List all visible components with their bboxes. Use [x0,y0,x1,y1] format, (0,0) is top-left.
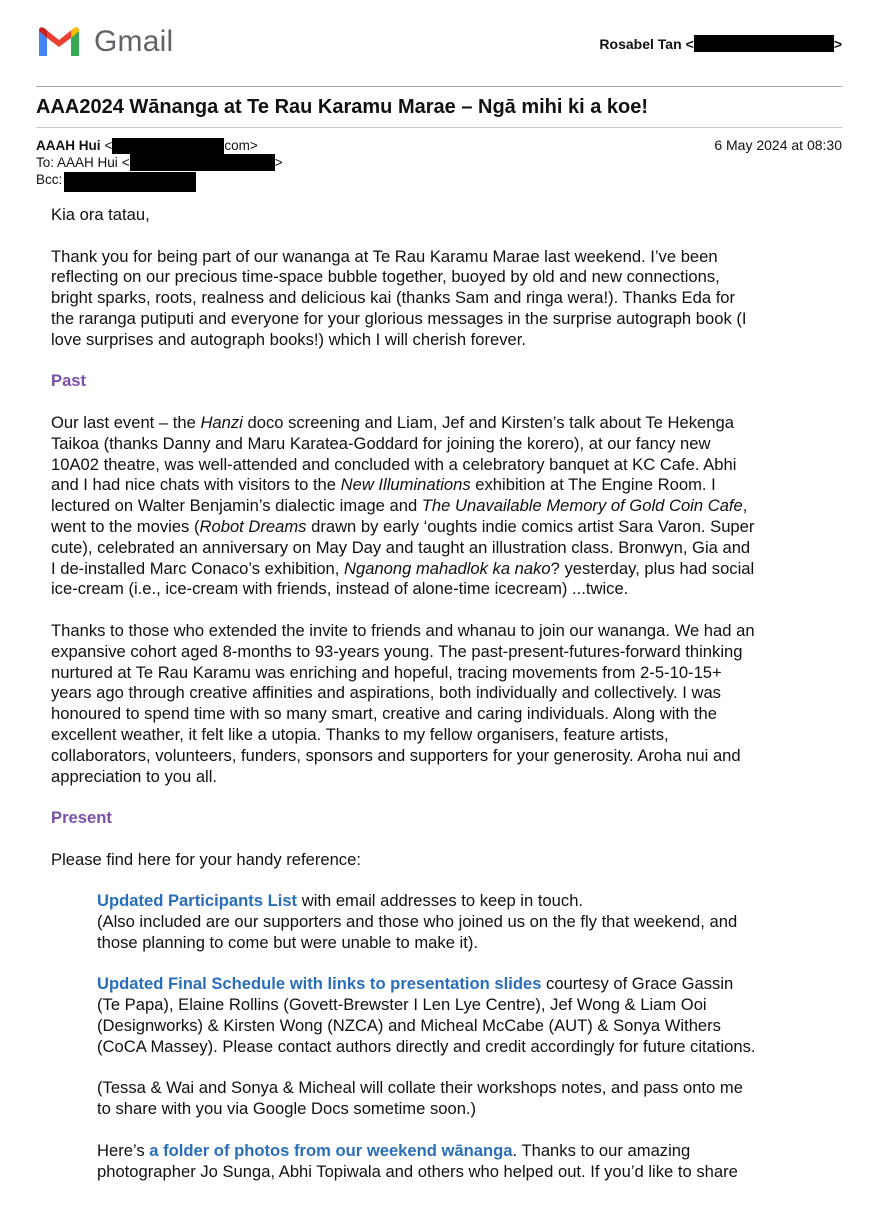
to-label: To: AAAH Hui [36,155,118,170]
past-paragraph-2 [51,621,841,787]
past-line: Taikoa (thanks Danny and Maru Karatea-Goddard for joining the korero), at our fancy new [51,433,711,453]
intro-line: bright sparks, roots, realness and delicious kai (thanks Sam and ringa wera!). Thanks Eda for [51,288,736,308]
past-line: excellent weather, it felt like a utopia. Thanks to my fellow organisers, feature artists, [51,724,669,744]
bcc-row [36,171,842,188]
account-identity [599,35,842,52]
to-open-bracket: < [121,155,130,170]
redacted-sender-email [112,138,224,154]
intro-line: the raranga putiputi and everyone for your glorious messages in the surprise autograph book (I [51,308,747,328]
email-meta [36,137,842,188]
reference-item-workshop-notes: (Tessa & Wai and Sonya & Micheal will collate their workshops notes, and pass onto me to share with you via Google Docs sometime soon.) [97,1078,743,1119]
reference-item-schedule: Updated Final Schedule with links to presentation slides courtesy of Grace Gassin (Te Papa), Elaine Rollins (Govett-Brewster I Len Lye Centre), Jef Wong & Liam Ooi (Designworks) & Kirsten Wong (NZCA) and Micheal McCabe (AUT) & Sonya Withers (CoCA Massey). Please contact authors directly and credit accordingly for future citations. [97,974,756,1056]
intro-line: love surprises and autograph books!) which I will cherish forever. [51,329,526,349]
reference-item-participants: Updated Participants List with email addresses to keep in touch. (Also included are our supporters and those who joined us on the fly that weekend, and those planning to come but were unable to make it). [97,891,738,952]
past-line: years ago through creative affinities and aspirations, both individually and collectively. I was [51,683,721,703]
past-paragraph-1 [51,413,841,600]
photos-folder-link[interactable]: a folder of photos from our weekend wānanga [149,1140,513,1160]
reference-item-photos: Here’s a folder of photos from our weekend wānanga. Thanks to our amazing photographer Jo Sunga, Abhi Topiwala and others who helped out. If you’d like to share [97,1140,738,1181]
account-name: Rosabel Tan [599,35,682,52]
section-heading-past: Past [51,371,87,391]
participants-list-link[interactable]: Updated Participants List [97,891,298,911]
to-row [36,154,842,171]
gmail-m-logo-icon [36,25,82,59]
bcc-label: Bcc: [36,172,63,187]
sender-open-bracket: < [104,138,113,153]
intro-paragraph [51,247,841,351]
email-date: 6 May 2024 at 08:30 [714,137,842,153]
sender-name: AAAH Hui [36,138,101,153]
past-line: Our last event – the Hanzi doco screening and Liam, Jef and Kirsten’s talk about Te Hekenga [51,412,734,432]
redacted-bcc [64,172,196,192]
section-heading-present: Present [51,808,112,828]
final-schedule-link[interactable]: Updated Final Schedule with links to presentation slides [97,974,542,994]
past-line: nurtured at Te Rau Karamu was enriching and hopeful, tracing movements from 2-5-10-15+ [51,662,722,682]
intro-line: reflecting on our precious time-space bubble together, buoyed by old and new connections, [51,267,720,287]
past-line: Thanks to those who extended the invite to friends and whanau to join our wananga. We had an [51,620,755,640]
present-intro: Please find here for your handy reference: [51,849,361,869]
redacted-to-email [130,154,275,171]
sender-email-suffix: com> [224,138,258,153]
divider-subject [36,127,842,128]
email-body [51,205,841,1182]
past-line: cute), celebrated an anniversary on May Day and taught an illustration class. Bronwyn, Gia and [51,537,751,557]
past-line: collaborators, volunteers, funders, sponsors and supporters for your generosity. Aroha nui and [51,745,741,765]
intro-line: Thank you for being part of our wananga at Te Rau Karamu Marae last weekend. I’ve been [51,246,718,266]
gmail-logo [36,24,173,60]
past-line: appreciation to you all. [51,766,218,786]
gmail-wordmark: Gmail [94,25,174,58]
email-close-bracket: > [833,35,842,52]
redacted-account-email [694,35,834,52]
greeting: Kia ora tatau, [51,205,150,224]
past-line: I de-installed Marc Conaco’s exhibition, Nganong mahadlok ka nako? yesterday, plus had social [51,558,755,578]
email-subject: AAA2024 Wānanga at Te Rau Karamu Marae – Ngā mihi ki a koe! [36,96,649,118]
past-line: honoured to spend time with so many smart, creative and caring individuals. Along with the [51,704,717,724]
past-line: and I had nice chats with visitors to the New Illuminations exhibition at The Engine Room. I [51,475,716,495]
past-line: lectured on Walter Benjamin’s dialectic image and The Unavailable Memory of Gold Coin Cafe, [51,496,748,516]
past-line: went to the movies (Robot Dreams drawn by early ‘oughts indie comics artist Sara Varon. Super [51,516,755,536]
divider-top [36,86,842,87]
email-open-bracket: < [685,35,694,52]
past-line: 10A02 theatre, was well-attended and concluded with a celebratory banquet at KC Cafe. Abhi [51,454,737,474]
to-close-bracket: > [274,155,283,170]
past-line: ice-cream (i.e., ice-cream with friends, instead of alone-time icecream) ...twice. [51,579,629,599]
past-line: expansive cohort aged 8-months to 93-years young. The past-present-futures-forward thinking [51,641,743,661]
